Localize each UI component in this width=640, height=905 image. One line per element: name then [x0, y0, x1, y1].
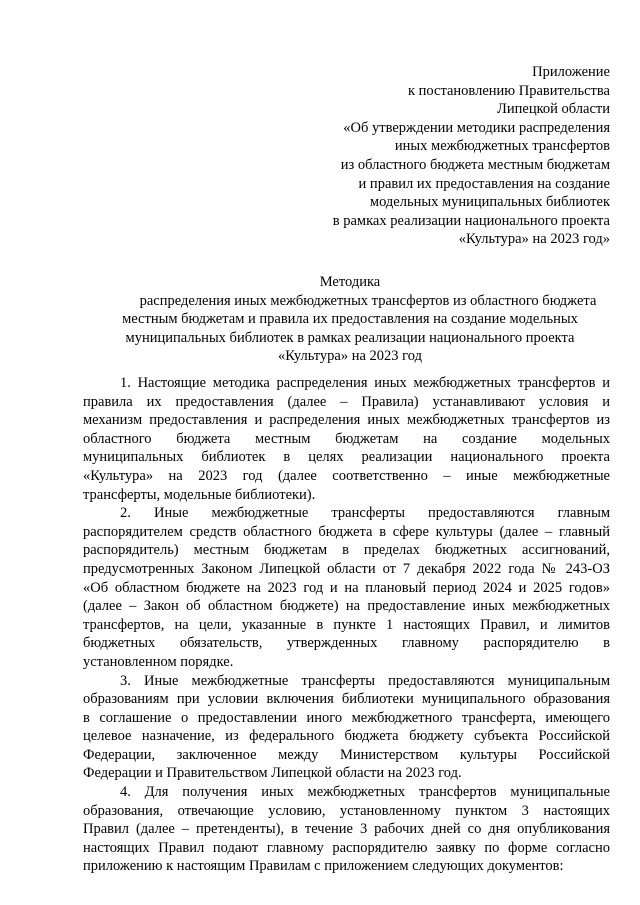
text-line: распорядителем средств областного бюджета в сфере культуры (далее – главный: [83, 523, 610, 540]
text-line: образования, отвечающие условию, установленному пунктом 3 настоящих: [83, 802, 610, 819]
document-title: [70, 273, 630, 366]
text-line: образованиям при условии включения библиотеки муниципального образования: [83, 691, 610, 708]
text-line: 1. Настоящие методика распределения иных межбюджетных трансфертов и: [120, 375, 610, 391]
title-heading: Методика: [319, 274, 381, 290]
text-line: настоящих Правил подают главному распорядителю заявку по форме согласно: [83, 839, 610, 856]
document-body: [83, 374, 610, 876]
annex-line: модельных муниципальных библиотек: [369, 194, 610, 211]
annex-line: «Культура» на 2023 год»: [458, 231, 610, 248]
annex-line: и правил их предоставления на создание: [358, 175, 610, 192]
text-line: муниципальных библиотек в целях реализации национального проекта: [83, 449, 610, 466]
paragraph-2: [83, 504, 610, 671]
text-line: приложению к настоящим Правилам с приложением следующих документов:: [83, 858, 564, 875]
annex-line: в рамках реализации национального проекта: [332, 212, 610, 229]
text-line: установленном порядке.: [83, 653, 234, 670]
text-line: предусмотренных Законом Липецкой области от 7 декабря 2022 года № 243-ОЗ: [83, 560, 610, 577]
text-line: распорядитель) местным бюджетам в пределах бюджетных ассигнований,: [83, 542, 610, 559]
text-line: областного бюджета местным бюджетам на создание модельных: [83, 430, 610, 447]
text-line: механизм предоставления и распределения иных межбюджетных трансфертов из: [83, 412, 610, 429]
text-line: бюджетных обязательств, утвержденных главному распорядителю в: [83, 635, 610, 652]
text-line: трансферты, модельные библиотеки).: [83, 486, 316, 503]
text-line: (далее – Закон об областном бюджете) на предоставление иных межбюджетных: [83, 598, 610, 615]
annex-line: Липецкой области: [497, 101, 610, 118]
annex-line: иных межбюджетных трансфертов: [394, 138, 610, 155]
title-line: распределения иных межбюджетных трансфертов из областного бюджета: [139, 292, 597, 309]
paragraph-3: [83, 672, 610, 784]
text-line: 2. Иные межбюджетные трансферты предоставляются главным: [120, 505, 610, 522]
text-line: Федерации, заключенное между Министерством культуры Российской: [83, 746, 610, 763]
title-line: муниципальных библиотек в рамках реализации национального проекта: [125, 329, 575, 346]
text-line: «Культура» на 2023 год (далее соответственно – иные межбюджетные: [83, 467, 610, 484]
paragraph-1: [83, 374, 610, 504]
text-line: правила их предоставления (далее – Правила) устанавливают условия и: [83, 393, 610, 410]
paragraph-4: [83, 783, 610, 876]
text-line: 4. Для получения иных межбюджетных трансфертов муниципальные: [120, 784, 610, 801]
text-line: в соглашение о предоставлении иного межбюджетного трансферта, имеющего: [83, 709, 610, 726]
text-line: «Об областном бюджете на 2023 год и на плановый период 2024 и 2025 годов»: [83, 579, 610, 596]
annex-line: к постановлению Правительства: [408, 82, 610, 99]
text-line: трансфертов, на цели, указанные в пункте 1 настоящих Правил, и лимитов: [83, 616, 610, 633]
title-line: «Культура» на 2023 год: [278, 348, 422, 365]
annex-line: из областного бюджета местным бюджетам: [340, 156, 610, 173]
title-line: местным бюджетам и правила их предоставления на создание модельных: [122, 311, 578, 328]
text-line: Правил (далее – претенденты), в течение 3 рабочих дней со дня опубликования: [83, 821, 610, 838]
annex-line: Приложение: [532, 64, 610, 80]
annex-header: [333, 63, 610, 249]
text-line: целевое назначение, из федерального бюджета бюджету субъекта Российской: [83, 728, 610, 745]
annex-line: «Об утверждении методики распределения: [343, 119, 610, 136]
text-line: 3. Иные межбюджетные трансферты предоставляются муниципальным: [120, 672, 610, 689]
text-line: Федерации и Правительством Липецкой области на 2023 год.: [83, 765, 462, 782]
